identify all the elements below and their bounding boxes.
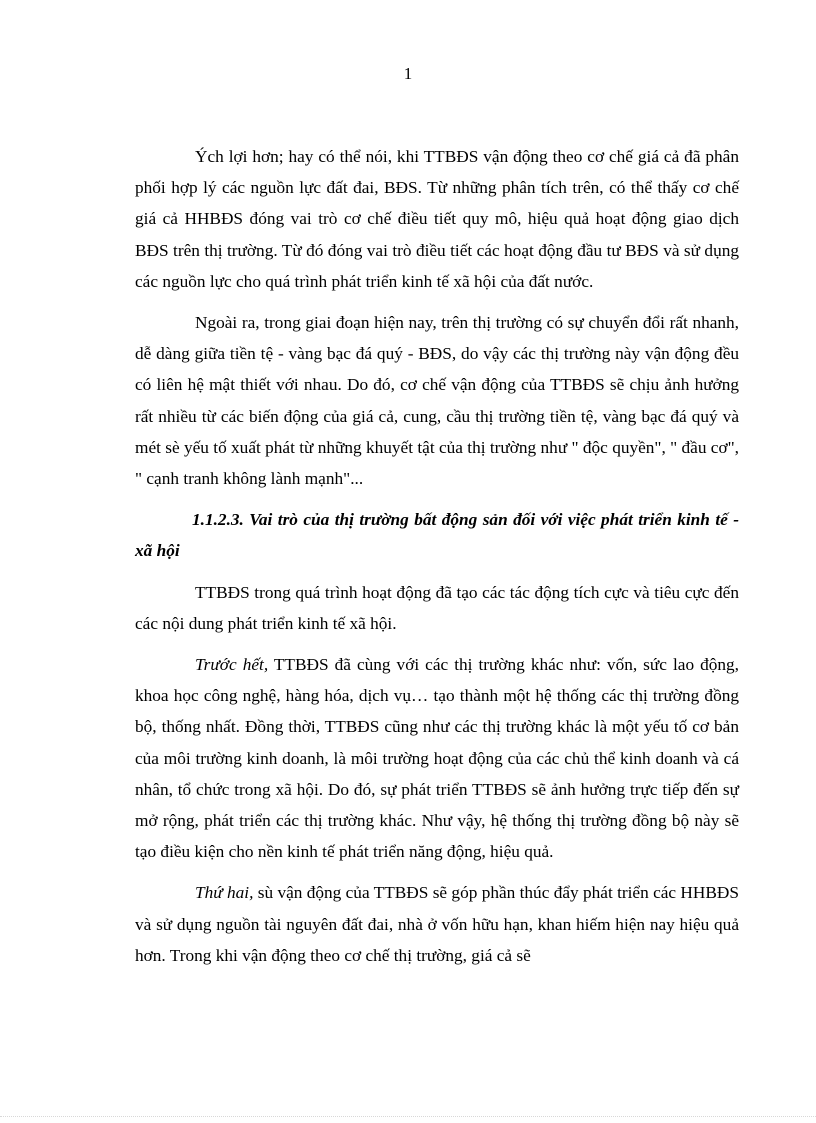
paragraph-4 (135, 649, 739, 867)
paragraph-2: Ngoài ra, trong giai đoạn hiện nay, trên thị trường có sự chuyển đổi rất nhanh, dễ dàng giữa tiền tệ - vàng bạc đá quý - BĐS, do vậy các thị trường này vận động đều có liên hệ mật thiết với nhau. Do đó, cơ chế vận động của TTBĐS sẽ chịu ảnh hưởng rất nhiều từ các biến động của giá cả, cung, cầu thị trường tiền tệ, vàng bạc đá quý và mét sè yếu tố xuất phát từ những khuyết tật của thị trường như " độc quyền", " đầu cơ", " cạnh tranh không lành mạnh"... (135, 313, 739, 489)
paragraph-4-lead: Trước hết, (195, 655, 269, 675)
paragraph-1: Ých lợi hơn; hay có thể nói, khi TTBĐS vận động theo cơ chế giá cả đã phân phối hợp lý các nguồn lực đất đai, BĐS. Từ những phân tích trên, có thể thấy cơ chế giá cả HHBĐS đóng vai trò cơ chế điều tiết quy mô, hiệu quả hoạt động giao dịch BĐS trên thị trường. Từ đó đóng vai trò điều tiết các hoạt động đầu tư BĐS và sử dụng các nguồn lực cho quá trình phát triển kinh tế xã hội của đất nước. (135, 147, 739, 291)
paragraph-4-body: TTBĐS đã cùng với các thị trường khác như: vốn, sức lao động, khoa học công nghệ, hàng hóa, dịch vụ… tạo thành một hệ thống các thị trường đồng bộ, thống nhất. Đồng thời, TTBĐS cũng như các thị trường khác là một yếu tố cơ bản của môi trường kinh doanh, là môi trường hoạt động của các chủ thể kinh doanh và cá nhân, tổ chức trong xã hội. Do đó, sự phát triển TTBĐS sẽ ảnh hưởng trực tiếp đến sự mở rộng, phát triển các thị trường khác. Như vậy, hệ thống thị trường đồng bộ này sẽ tạo điều kiện cho nền kinh tế phát triển năng động, hiệu quả. (135, 655, 739, 862)
document-body (135, 141, 739, 981)
section-heading: 1.1.2.3. Vai trò của thị trường bất động sản đối với việc phát triển kinh tế - xã hội (135, 510, 739, 561)
paragraph-5-lead: Thứ hai, (195, 883, 254, 903)
paragraph-5-body: sù vận động của TTBĐS sẽ góp phần thúc đẩy phát triển các HHBĐS và sử dụng nguồn tài nguyên đất đai, nhà ở vốn hữu hạn, khan hiếm hiện nay hiệu quả hơn. Trong khi vận động theo cơ chế thị trường, giá cả sẽ (135, 883, 739, 965)
page-bottom-divider (0, 1116, 816, 1117)
paragraph-5 (135, 877, 739, 971)
page-number: 1 (403, 64, 413, 83)
paragraph-3: TTBĐS trong quá trình hoạt động đã tạo các tác động tích cực và tiêu cực đến các nội dung phát triển kinh tế xã hội. (135, 582, 739, 633)
